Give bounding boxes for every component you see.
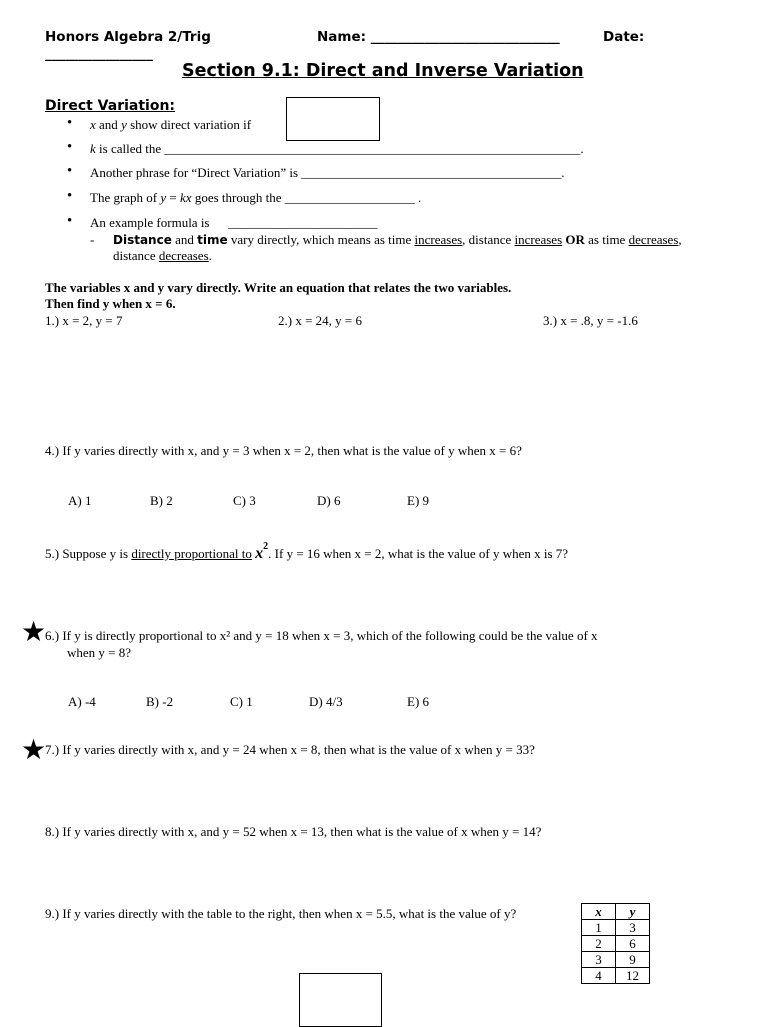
bullet-dot: • — [67, 188, 73, 204]
direct-variation-heading: Direct Variation: — [45, 98, 176, 114]
p4-choice-e: E) 9 — [407, 493, 430, 508]
p6-choice-e: E) 6 — [407, 694, 430, 709]
table-cell: 2 — [582, 936, 616, 952]
bullet-formula: • An example formula is — [67, 213, 210, 230]
star-icon: ★ — [21, 733, 47, 766]
instructions-line1: The variables x and y vary directly. Write an equation that relates the two variables. — [45, 280, 512, 295]
bullet-dot: • — [67, 163, 73, 179]
table-header-x: x — [582, 904, 616, 920]
problem-7: 7.) If y varies directly with x, and y = 24 when x = 8, then what is the value of x when y = 33? — [45, 742, 535, 757]
table-row — [582, 920, 650, 936]
xy-table — [581, 903, 650, 984]
problem-5: 5.) Suppose y is directly proportional to $x^2$. If y = 16 when x = 2, what is the value of y when x is 7? — [45, 540, 569, 562]
p6-choice-a: A) -4 — [68, 694, 96, 709]
table-header-y: y — [616, 904, 650, 920]
instructions-line2: Then find y when x = 6. — [45, 296, 176, 311]
distance-time-note-line2: distance decreases. — [113, 248, 212, 263]
bullet-dot: • — [67, 115, 73, 131]
course-title: Honors Algebra 2/Trig — [45, 29, 211, 45]
bullet-phrase: • Another phrase for “Direct Variation” is ________________________________________. — [67, 163, 565, 180]
p4-choice-a: A) 1 — [68, 493, 92, 508]
problem-2: 2.) x = 24, y = 6 — [278, 313, 362, 328]
table-cell: 4 — [582, 968, 616, 984]
p4-choice-d: D) 6 — [317, 493, 341, 508]
answer-box — [286, 97, 380, 141]
p6-choice-b: B) -2 — [146, 694, 174, 709]
problem-4: 4.) If y varies directly with x, and y = 3 when x = 2, then what is the value of y when x = 6? — [45, 443, 522, 458]
p4-choice-c: C) 3 — [233, 493, 256, 508]
problem-1: 1.) x = 2, y = 7 — [45, 313, 123, 328]
problem-6: 6.) If y is directly proportional to x² and y = 18 when x = 3, which of the following could be the value of x — [45, 628, 598, 643]
table-cell: 3 — [616, 920, 650, 936]
sub-dash: - — [90, 232, 95, 247]
table-row — [582, 952, 650, 968]
table-cell: 3 — [582, 952, 616, 968]
table-header-row — [582, 904, 650, 920]
p6-choice-d: D) 4/3 — [309, 694, 343, 709]
bullet-xy: • x and y show direct variation if — [67, 115, 252, 132]
table-cell: 12 — [616, 968, 650, 984]
problem-6-line2: when y = 8? — [67, 645, 132, 660]
formula-blank: _______________________ — [228, 215, 378, 230]
bottom-answer-box — [299, 973, 382, 1027]
bullet-dot: • — [67, 139, 73, 155]
p4-choice-b: B) 2 — [150, 493, 173, 508]
table-cell: 1 — [582, 920, 616, 936]
table-cell: 6 — [616, 936, 650, 952]
name-field: Name: ____________________________ — [317, 29, 560, 45]
problem-8: 8.) If y varies directly with x, and y = 52 when x = 13, then what is the value of x when y = 14? — [45, 824, 542, 839]
bullet-k: • k is called the ________________________________________________________________. — [67, 139, 584, 156]
problem-9: 9.) If y varies directly with the table to the right, then when x = 5.5, what is the value of y? — [45, 906, 517, 921]
date-label: Date: — [603, 29, 645, 45]
bullet-graph: • The graph of y = kx goes through the ____________________ . — [67, 188, 422, 205]
p6-choice-c: C) 1 — [230, 694, 253, 709]
bullet-dot: • — [67, 213, 73, 229]
problem-3: 3.) x = .8, y = -1.6 — [543, 313, 638, 328]
table-cell: 9 — [616, 952, 650, 968]
table-row — [582, 968, 650, 984]
table-row — [582, 936, 650, 952]
distance-time-note: Distance and time vary directly, which means as time increases, distance increases OR as time decreases, — [113, 232, 682, 247]
page-title: Section 9.1: Direct and Inverse Variation — [182, 61, 584, 81]
star-icon: ★ — [21, 615, 47, 648]
date-blank: ________________ — [45, 46, 153, 62]
